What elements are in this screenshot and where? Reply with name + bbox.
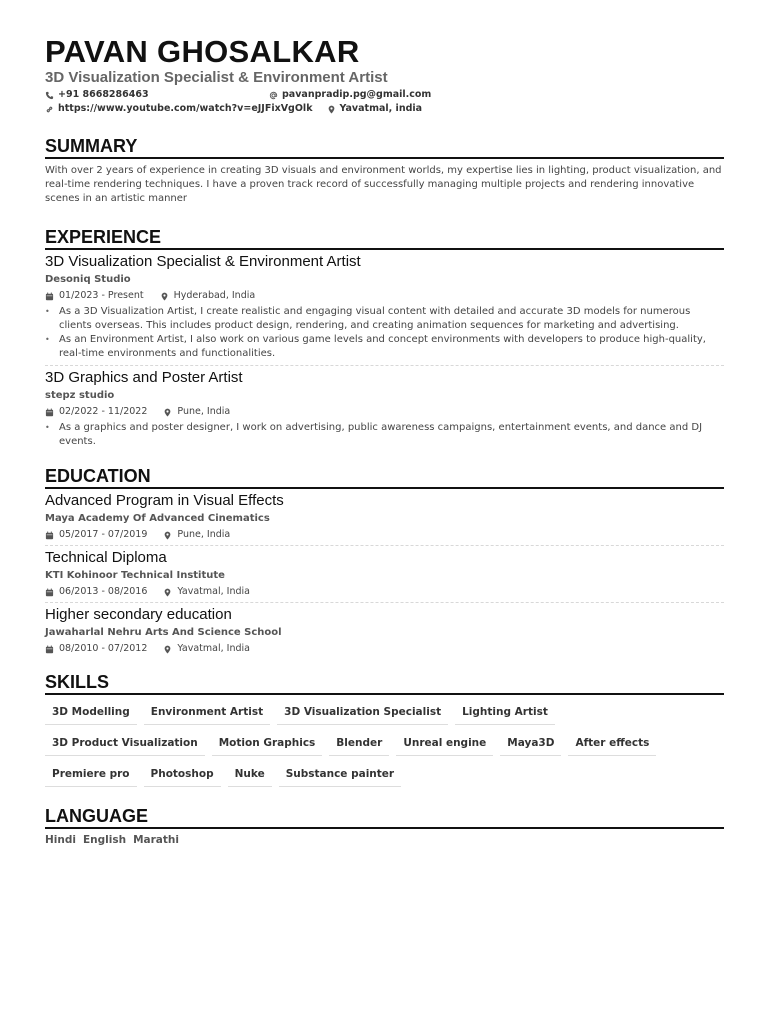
degree-title: Advanced Program in Visual Effects	[45, 492, 284, 509]
calendar-icon	[45, 645, 54, 654]
education-location-text: Yavatmal, India	[177, 586, 250, 597]
job-meta	[45, 405, 724, 419]
link-icon	[45, 105, 54, 114]
education-meta	[45, 642, 724, 656]
job-location	[163, 405, 230, 419]
experience-title: EXPERIENCE	[45, 227, 724, 250]
skill-tag: 3D Visualization Specialist	[277, 700, 448, 725]
skills-list	[45, 700, 724, 793]
entry-divider	[45, 602, 724, 603]
education-dates-text: 08/2010 - 07/2012	[59, 643, 148, 654]
job-bullet: • As an Environment Artist, I also work on various game levels and concept environments with developers to produce high-quality, real-time environments and functionalities.	[45, 333, 724, 361]
contact-email[interactable]	[269, 88, 431, 102]
summary-title: SUMMARY	[45, 136, 724, 159]
job-title: 3D Visualization Specialist & Environment Artist	[45, 253, 361, 270]
education-title: EDUCATION	[45, 466, 724, 489]
job-bullet: • As a graphics and poster designer, I work on advertising, public awareness campaigns, entertainment events, and dance and DJ events.	[45, 421, 724, 449]
map-pin-icon	[327, 105, 336, 114]
education-dates-text: 06/2013 - 08/2016	[59, 586, 148, 597]
education-dates-text: 05/2017 - 07/2019	[59, 529, 148, 540]
education-dates	[45, 528, 147, 542]
skill-tag: 3D Product Visualization	[45, 731, 205, 756]
job-location-text: Hyderabad, India	[173, 290, 256, 301]
contact-row-2	[45, 102, 724, 116]
skill-tag: 3D Modelling	[45, 700, 137, 725]
education-section	[45, 466, 724, 656]
entry-divider	[45, 365, 724, 366]
website-text: https://www.youtube.com/watch?v=eJJFixVgOlk	[58, 103, 313, 114]
entry-divider	[45, 545, 724, 546]
location-text: Yavatmal, india	[339, 103, 423, 114]
school-name: Maya Academy Of Advanced Cinematics	[45, 513, 270, 524]
email-text: pavanpradip.pg@gmail.com	[282, 89, 432, 100]
skills-title: SKILLS	[45, 672, 724, 695]
company-name: Desoniq Studio	[45, 274, 131, 285]
job-title: 3D Graphics and Poster Artist	[45, 369, 243, 386]
job-dates-text: 02/2022 - 11/2022	[59, 406, 148, 417]
skill-tag: Unreal engine	[396, 731, 493, 756]
contact-info	[45, 88, 724, 116]
company-name: stepz studio	[45, 390, 115, 401]
candidate-name: PAVAN GHOSALKAR	[45, 34, 360, 69]
resume-header	[45, 36, 724, 116]
map-pin-icon	[163, 531, 172, 540]
degree-title: Higher secondary education	[45, 606, 232, 623]
language-list	[45, 834, 724, 846]
job-dates	[45, 289, 144, 303]
at-sign-icon	[269, 91, 278, 100]
education-dates	[45, 585, 147, 599]
experience-entry	[45, 253, 724, 365]
language-section	[45, 806, 724, 846]
contact-phone[interactable]	[45, 88, 269, 102]
experience-section	[45, 227, 724, 449]
calendar-icon	[45, 408, 54, 417]
education-meta	[45, 528, 724, 542]
phone-icon	[45, 91, 54, 100]
phone-text: +91 8668286463	[58, 89, 149, 100]
language-item: English	[82, 834, 127, 846]
job-bullets	[45, 421, 724, 449]
education-location-text: Yavatmal, India	[177, 643, 250, 654]
experience-entry	[45, 369, 724, 449]
summary-section	[45, 136, 724, 206]
language-item: Hindi	[45, 834, 76, 846]
job-dates	[45, 405, 147, 419]
skill-tag: Premiere pro	[45, 762, 137, 787]
map-pin-icon	[163, 408, 172, 417]
job-location	[160, 289, 256, 303]
education-location-text: Pune, India	[177, 529, 231, 540]
map-pin-icon	[163, 645, 172, 654]
skills-section	[45, 672, 724, 793]
school-name: Jawaharlal Nehru Arts And Science School	[45, 627, 282, 638]
skill-tag: Substance painter	[279, 762, 401, 787]
contact-row-1	[45, 88, 724, 102]
skill-tag: After effects	[568, 731, 656, 756]
education-entry	[45, 492, 724, 545]
map-pin-icon	[160, 292, 169, 301]
skill-tag: Lighting Artist	[455, 700, 555, 725]
skill-tag: Nuke	[228, 762, 272, 787]
language-title: LANGUAGE	[45, 806, 724, 829]
skill-tag: Blender	[329, 731, 389, 756]
contact-location	[327, 102, 423, 116]
calendar-icon	[45, 588, 54, 597]
language-item: Marathi	[133, 834, 179, 846]
education-meta	[45, 585, 724, 599]
skill-tag: Maya3D	[500, 731, 561, 756]
map-pin-icon	[163, 588, 172, 597]
skill-tag: Environment Artist	[144, 700, 270, 725]
education-entry	[45, 549, 724, 602]
contact-website[interactable]	[45, 102, 313, 116]
education-location	[163, 528, 230, 542]
skill-tag: Photoshop	[144, 762, 221, 787]
job-bullet: • As a 3D Visualization Artist, I create realistic and engaging visual content with detailed and accurate 3D models for numerous clients overseas. This includes product design, rendering, and creating animation sequences for marketing and advertising.	[45, 305, 724, 333]
education-dates	[45, 642, 147, 656]
education-location	[163, 585, 250, 599]
job-location-text: Pune, India	[177, 406, 231, 417]
education-entry	[45, 606, 724, 656]
summary-text: With over 2 years of experience in creating 3D visuals and environment worlds, my expertise lies in lighting, product visualization, and real-time rendering techniques. I have a proven track record of successfully managing multiple projects and rendering innovative scenes in an artistic manner	[45, 165, 722, 204]
job-dates-text: 01/2023 - Present	[59, 290, 144, 301]
candidate-headline: 3D Visualization Specialist & Environment Artist	[45, 69, 388, 86]
job-meta	[45, 289, 724, 303]
calendar-icon	[45, 292, 54, 301]
education-location	[163, 642, 250, 656]
skill-tag: Motion Graphics	[212, 731, 323, 756]
degree-title: Technical Diploma	[45, 549, 167, 566]
school-name: KTI Kohinoor Technical Institute	[45, 570, 225, 581]
job-bullets	[45, 305, 724, 365]
resume-page	[45, 36, 724, 846]
calendar-icon	[45, 531, 54, 540]
